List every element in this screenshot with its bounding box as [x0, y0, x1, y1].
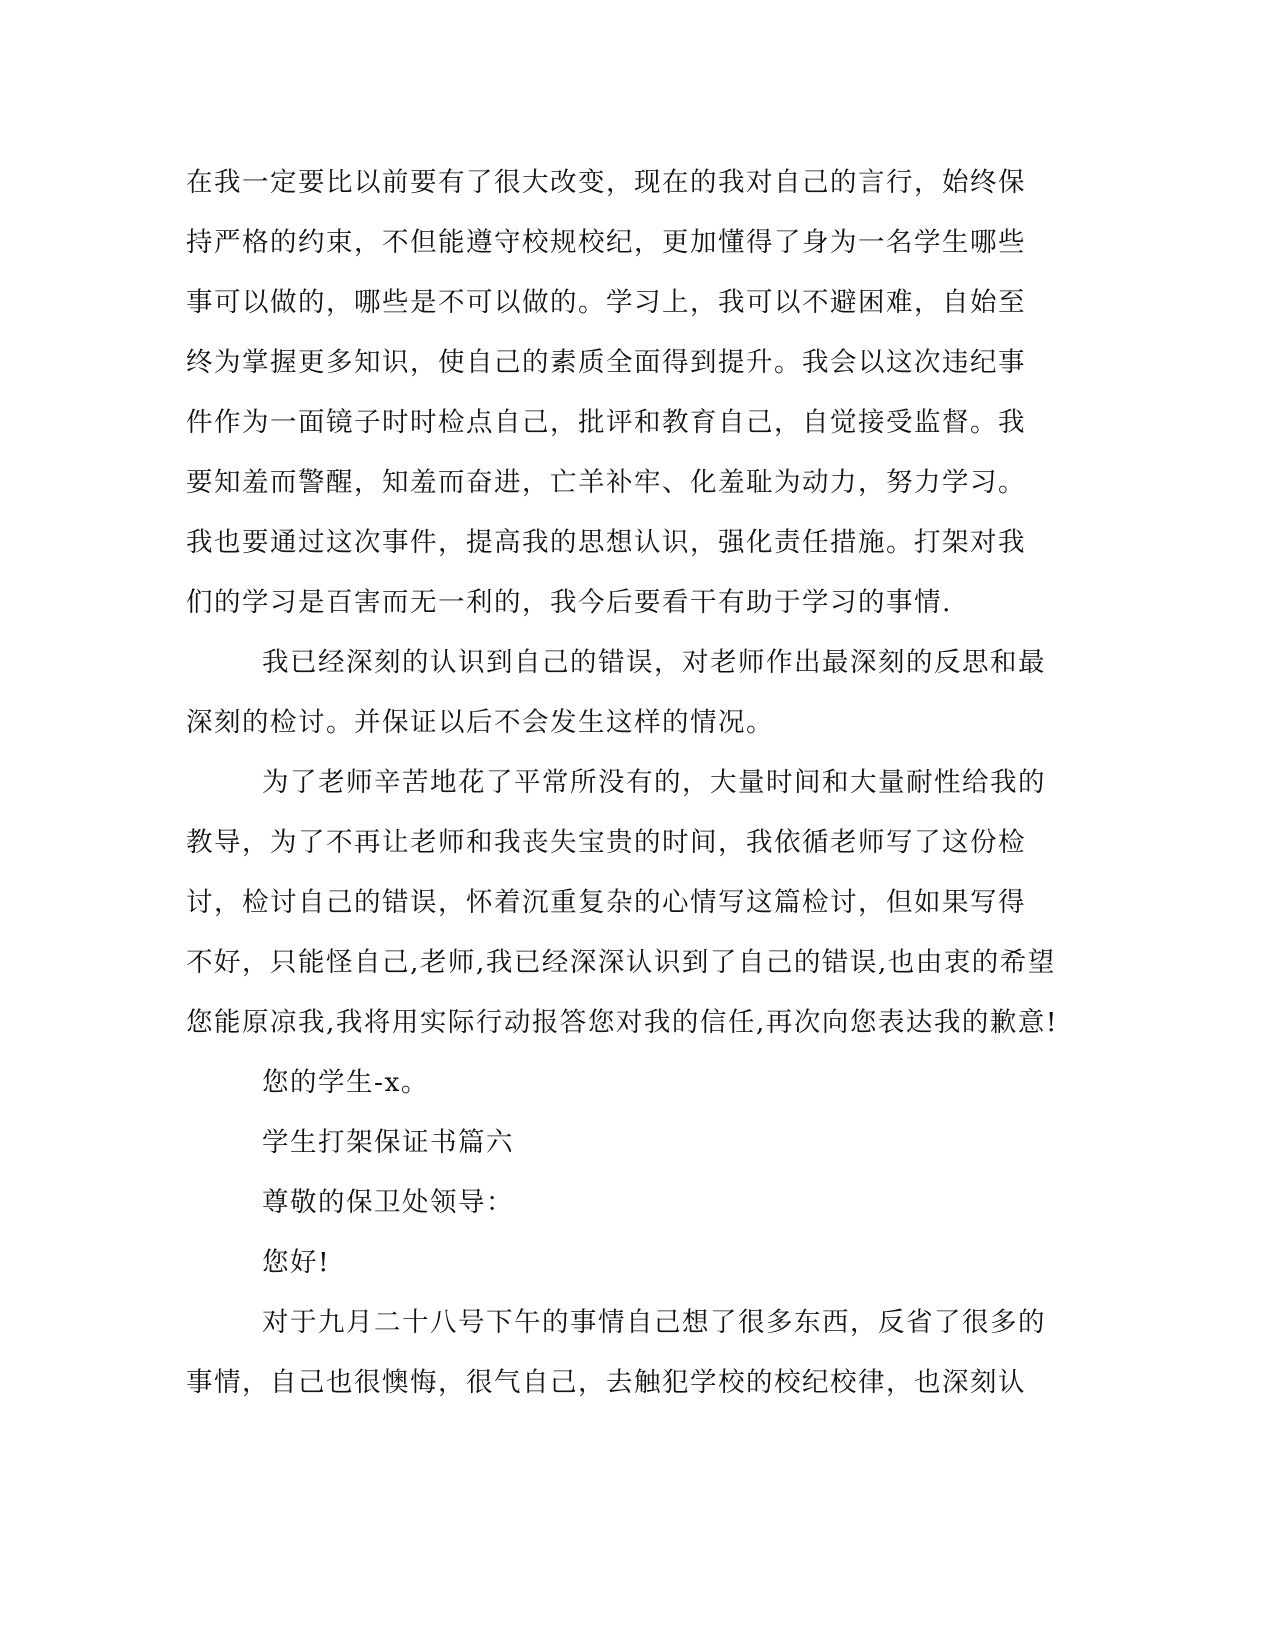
paragraph-line: 不好，只能怪自己,老师,我已经深深认识到了自己的错误,也由衷的希望 — [186, 947, 1056, 978]
paragraph-line: 持严格的约束，不但能遵守校规校纪，更加懂得了身为一名学生哪些 — [186, 227, 1026, 258]
section-title: 学生打架保证书篇六 — [262, 1127, 514, 1158]
paragraph-line: 我也要通过这次事件，提高我的思想认识，强化责任措施。打架对我 — [186, 527, 1026, 558]
paragraph-line: 您能原凉我,我将用实际行动报答您对我的信任,再次向您表达我的歉意! — [186, 1007, 1058, 1038]
salutation: 尊敬的保卫处领导： — [262, 1187, 514, 1218]
paragraph-1 — [186, 153, 1086, 633]
paragraph-line: 在我一定要比以前要有了很大改变，现在的我对自己的言行，始终保 — [186, 167, 1026, 198]
document-body — [186, 153, 1086, 1413]
paragraph-line: 为了老师辛苦地花了平常所没有的，大量时间和大量耐性给我的 — [262, 767, 1046, 798]
paragraph-line: 教导，为了不再让老师和我丧失宝贵的时间，我依循老师写了这份检 — [186, 827, 1026, 858]
paragraph-line: 终为掌握更多知识，使自己的素质全面得到提升。我会以这次违纪事 — [186, 347, 1026, 378]
paragraph-line: 事可以做的，哪些是不可以做的。学习上，我可以不避困难，自始至 — [186, 287, 1026, 318]
signature: 您的学生-x。 — [262, 1067, 429, 1098]
paragraph-line: 事情，自己也很懊悔，很气自己，去触犯学校的校纪校律，也深刻认 — [186, 1367, 1026, 1398]
greeting: 您好! — [262, 1247, 331, 1278]
paragraph-line: 们的学习是百害而无一利的，我今后要看干有助于学习的事情. — [186, 587, 952, 618]
paragraph-line: 讨，检讨自己的错误，怀着沉重复杂的心情写这篇检讨，但如果写得 — [186, 887, 1026, 918]
paragraph-line: 件作为一面镜子时时检点自己，批评和教育自己，自觉接受监督。我 — [186, 407, 1026, 438]
paragraph-4 — [186, 1293, 1086, 1413]
paragraph-2 — [186, 633, 1086, 753]
paragraph-3 — [186, 753, 1086, 1053]
paragraph-line: 对于九月二十八号下午的事情自己想了很多东西，反省了很多的 — [262, 1307, 1046, 1338]
paragraph-line: 深刻的检讨。并保证以后不会发生这样的情况。 — [186, 707, 774, 738]
paragraph-line: 我已经深刻的认识到自己的错误，对老师作出最深刻的反思和最 — [262, 647, 1046, 678]
paragraph-line: 要知羞而警醒，知羞而奋进，亡羊补牢、化羞耻为动力，努力学习。 — [186, 467, 1026, 498]
